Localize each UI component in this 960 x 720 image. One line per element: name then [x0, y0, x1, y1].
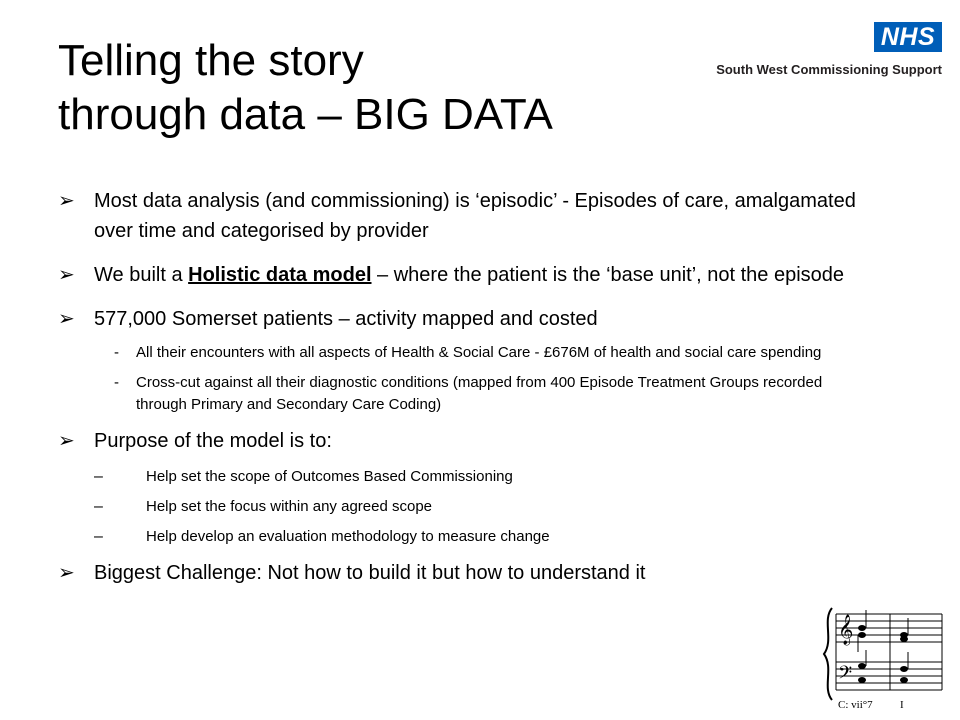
en-dash-bullet-icon: –	[94, 498, 103, 515]
arrow-bullet-icon: ➢	[58, 562, 75, 584]
title-line-2: through data – BIG DATA	[58, 90, 553, 139]
sub-bullet-text: Help set the scope of Outcomes Based Commissioning	[146, 468, 513, 485]
sub-bullet	[94, 342, 888, 364]
bullet-3	[58, 304, 888, 334]
sub-bullet	[94, 496, 888, 518]
bullet-text-pre: We built a	[94, 264, 189, 286]
sub-bullet-text: All their encounters with all aspects of Health & Social Care - £676M of health and social care spending	[136, 344, 822, 361]
arrow-bullet-icon: ➢	[58, 264, 75, 286]
dash-bullet-icon: -	[114, 374, 119, 391]
bullet-4	[58, 426, 888, 456]
treble-clef-icon: 𝄞	[838, 615, 854, 645]
bullet-text	[94, 260, 844, 290]
en-dash-bullet-icon: –	[94, 468, 103, 485]
bullet-text: Biggest Challenge: Not how to build it but how to understand it	[94, 562, 646, 584]
bass-clef-icon: 𝄢	[838, 663, 853, 688]
title-line-1: Telling the story	[58, 36, 364, 85]
arrow-bullet-icon: ➢	[58, 190, 75, 212]
bullet-list	[58, 186, 888, 602]
dash-bullet-icon: -	[114, 344, 119, 361]
sub-bullet-list	[94, 466, 888, 548]
nhs-logo	[692, 22, 942, 82]
arrow-bullet-icon: ➢	[58, 308, 75, 330]
chord-numeral: I	[900, 699, 904, 711]
holistic-data-model-highlight: Holistic data model	[188, 264, 372, 286]
bullet-text: Purpose of the model is to:	[94, 430, 332, 452]
bullet-text-post: – where the patient is the ‘base unit’, not the episode	[371, 264, 845, 286]
bullet-2	[58, 260, 888, 290]
chord-label: C: vii°7	[838, 699, 873, 711]
sub-bullet	[94, 526, 888, 548]
sub-bullet-text: Help set the focus within any agreed scope	[146, 498, 433, 515]
sub-bullet-text: Help develop an evaluation methodology to measure change	[146, 528, 550, 545]
arrow-bullet-icon: ➢	[58, 430, 75, 452]
sub-bullet-list	[94, 342, 888, 416]
bullet-1	[58, 186, 888, 246]
en-dash-bullet-icon: –	[94, 528, 103, 545]
bullet-text: 577,000 Somerset patients – activity mapped and costed	[94, 308, 598, 330]
sub-bullet-text: Cross-cut against all their diagnostic conditions (mapped from 400 Episode Treatment Groups recorded through Primary and Secondary Care Coding)	[136, 374, 823, 413]
music-notation-image	[820, 600, 944, 712]
bullet-5	[58, 558, 888, 588]
nhs-organisation-name: South West Commissioning Support	[716, 62, 942, 77]
bullet-text: Most data analysis (and commissioning) is ‘episodic’ - Episodes of care, amalgamated over time and categorised by provider	[94, 190, 856, 242]
slide-title	[58, 34, 678, 142]
nhs-badge: NHS	[874, 22, 942, 52]
sub-bullet	[94, 372, 888, 416]
sub-bullet	[94, 466, 888, 488]
